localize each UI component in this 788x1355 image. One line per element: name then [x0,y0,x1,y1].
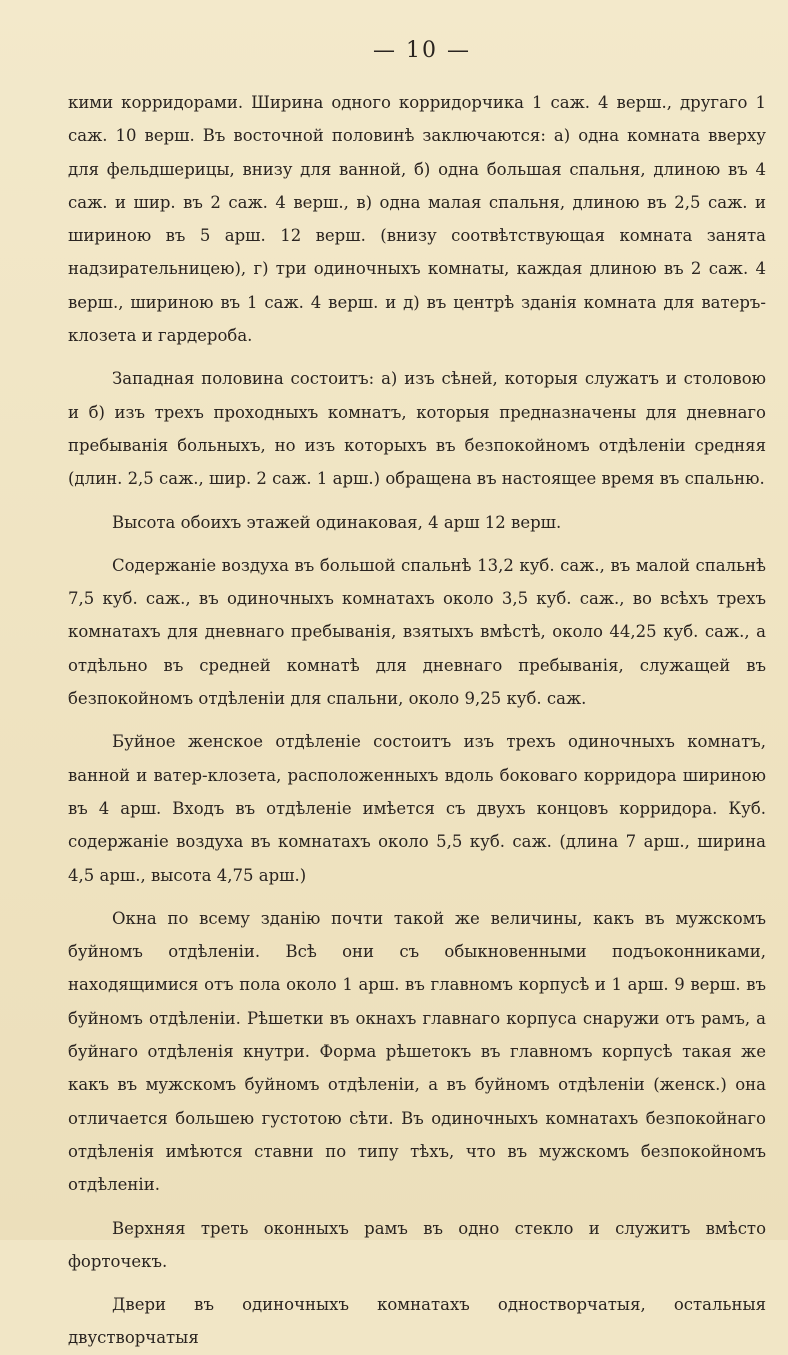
paragraph-doors: Двери въ одиночныхъ комнатахъ одностворчатыя, остальныя двустворчатыя [68,1295,766,1348]
paragraph-east-half: кими корридорами. Ширина одного корридорчика 1 саж. 4 верш., другаго 1 саж. 10 верш. Въ восточной половинѣ заключаются: а) одна комната вверху для фельдшерицы, внизу для ванной, б) одна большая спальня, длиною въ 4 саж. и шир. въ 2 саж. 4 верш., в) одна малая спальня, длиною въ 2,5 саж. и шириною въ 5 арш. 12 верш. (внизу соотвѣтствующая комната занята надзирательницею), г) три одиночныхъ комнаты, каждая длиною въ 2 саж. 4 верш., шириною въ 1 саж. 4 верш. и д) въ центрѣ зданія комната для ватеръ-клозета и гардероба. [68,93,766,346]
paragraph-height: Высота обоихъ этажей одинаковая, 4 арш 12 верш. [112,512,562,532]
paragraph-windows: Окна по всему зданію почти такой же величины, какъ въ мужскомъ буйномъ отдѣленіи. Всѣ они съ обыкновенными подъоконниками, находящимися отъ пола около 1 арш. въ главномъ корпусѣ и 1 арш. 9 верш. въ буйномъ отдѣленіи. Рѣшетки въ окнахъ главнаго корпуса снаружи отъ рамъ, а буйнаго отдѣленія кнутри. Форма рѣшетокъ въ главномъ корпусѣ такая же какъ въ мужскомъ буйномъ отдѣленіи, а въ буйномъ отдѣленіи (женск.) она отличается большею густотою сѣти. Въ одиночныхъ комнатахъ безпокойнаго отдѣленія имѣются ставни по типу тѣхъ, что въ мужскомъ безпокойномъ отдѣленіи. [68,908,766,1195]
page-number: — 10 — [373,38,471,63]
paragraph-violent-ward: Буйное женское отдѣленіе состоитъ изъ трехъ одиночныхъ комнатъ, ванной и ватер-клозета, расположенныхъ вдоль боковаго корридора шириною въ 4 арш. Входъ въ отдѣленіе имѣется съ двухъ концовъ корридора. Куб. содержаніе воздуха въ комнатахъ около 5,5 куб. саж. (длина 7 арш., ширина 4,5 арш., высота 4,75 арш.) [68,732,766,885]
paragraph-west-half: Западная половина состоитъ: а) изъ сѣней, которыя служатъ и столовою и б) изъ трехъ проходныхъ комнатъ, которыя предназначены для дневнаго пребыванія больныхъ, но изъ которыхъ въ безпокойномъ отдѣленіи средняя (длин. 2,5 саж., шир. 2 саж. 1 арш.) обращена въ настоящее время въ спальню. [68,369,766,489]
paragraph-window-frames: Верхняя треть оконныхъ рамъ въ одно стекло и служитъ вмѣсто форточекъ. [68,1218,766,1271]
paragraph-air-volume: Содержаніе воздуха въ большой спальнѣ 13,2 куб. саж., въ малой спальнѣ 7,5 куб. саж., въ одиночныхъ комнатахъ около 3,5 куб. саж., во всѣхъ трехъ комнатахъ для дневнаго пребыванія, взятыхъ вмѣстѣ, около 44,25 куб. саж., а отдѣльно въ средней комнатѣ для дневнаго пребыванія, служащей въ безпокойномъ отдѣленіи для спальни, около 9,25 куб. саж. [68,555,766,709]
